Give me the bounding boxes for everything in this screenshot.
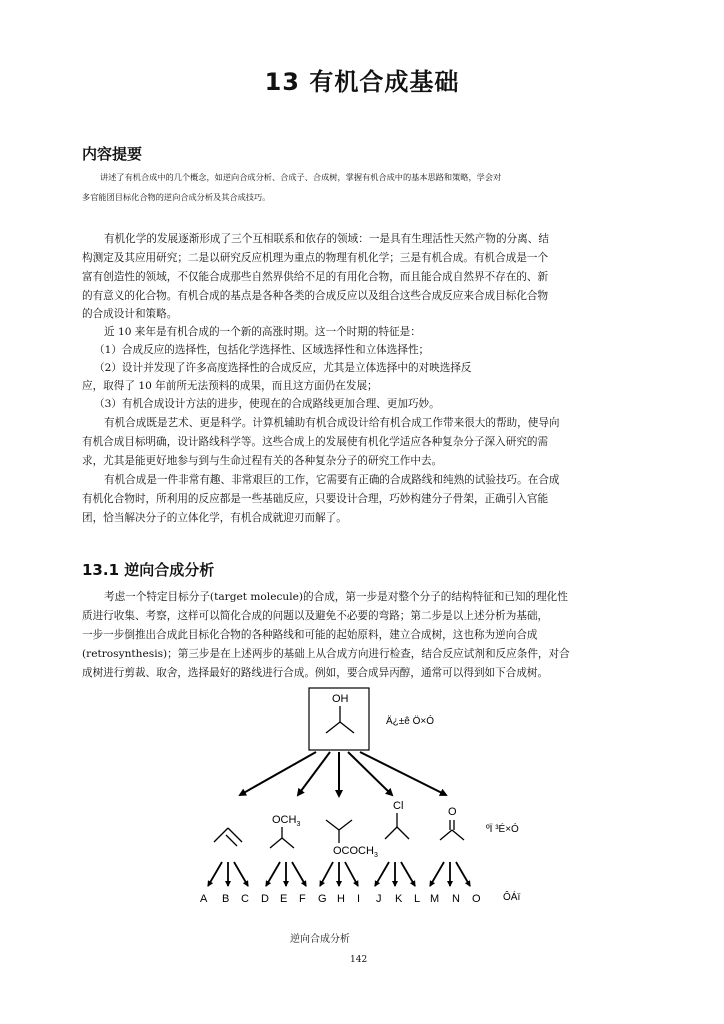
oh-label: OH bbox=[332, 693, 349, 705]
section-line: 成树进行剪裁、取舍，选择最好的路线进行合成。例如，要合成异丙醇，通常可以得到如下合成树。 bbox=[82, 667, 549, 679]
intro-line: 近 10 来年是有机合成的一个新的高涨时期。这一个时期的特征是： bbox=[104, 326, 421, 338]
figure-caption: 逆向合成分析 bbox=[290, 934, 350, 945]
chloropropane-structure bbox=[385, 813, 409, 839]
ether-structure bbox=[270, 827, 294, 848]
intro-line: 有机化学的发展逐渐形成了三个互相联系和依存的领域：一是具有生理活性天然产物的分离、结 bbox=[104, 233, 549, 245]
intro-line: （3）有机合成设计方法的进步，使现在的合成路线更加合理、更加巧妙。 bbox=[94, 398, 440, 410]
section-line: 一步一步倒推出合成此目标化合物的各种路线和可能的起始原料，建立合成树，这也称为逆向合成 bbox=[82, 629, 538, 641]
intro-line: （1）合成反应的选择性，包括化学选择性、区域选择性和立体选择性； bbox=[94, 344, 430, 356]
intro-line: 的合成设计和策略。 bbox=[82, 308, 178, 320]
acetate-structure bbox=[326, 820, 352, 843]
isopropanol-structure bbox=[326, 706, 354, 733]
section-line: 质进行收集、考察，这样可以简化合成的问题以及避免不必要的弯路；第二步是以上述分析为基础， bbox=[82, 610, 549, 622]
section-line: (retrosynthesis)；第三步是在上述两步的基础上从合成方向进行检查，结合反应试剂和反应条件，对合 bbox=[82, 648, 570, 660]
letter-g: G bbox=[318, 893, 327, 905]
intro-line: 有机化合物时，所利用的反应都是一些基础反应，只要设计合理，巧妙构建分子骨架，正确引入官能 bbox=[82, 493, 549, 505]
intro-line: 求，尤其是能更好地参与到与生命过程有关的各种复杂分子的研究工作中去。 bbox=[82, 455, 443, 467]
letter-i: I bbox=[357, 893, 361, 905]
och3-label: $OCH_3$ bbox=[272, 814, 301, 828]
intro-line: 的有意义的化合物。有机合成的基点是各种各类的合成反应以及组合这些合成反应来合成目标化合物 bbox=[82, 290, 549, 302]
letter-n: N bbox=[452, 893, 460, 905]
intro-line: 应，取得了 10 年前所无法预料的成果，而且这方面仍在发展； bbox=[82, 380, 378, 392]
letter-e: E bbox=[280, 893, 288, 905]
main-arrows bbox=[240, 752, 446, 796]
ococh3-label: $OCOCH_3$ bbox=[333, 845, 378, 859]
letter-c: C bbox=[241, 893, 249, 905]
intro-line: 有机合成是一件非常有趣、非常艰巨的工作，它需要有正确的合成路线和纯熟的试验技巧。在合成 bbox=[104, 474, 560, 486]
intermediates-note: ºÏ ³É×Ó bbox=[486, 824, 519, 835]
letter-a: A bbox=[200, 893, 208, 905]
letter-d: D bbox=[261, 893, 269, 905]
intro-line: （2）设计并发现了许多高度选择性的合成反应，尤其是立体选择中的对映选择反 bbox=[94, 362, 472, 374]
letter-m: M bbox=[430, 893, 440, 905]
target-molecule-note: Ä¿±ê Ö×Ó bbox=[386, 716, 435, 727]
letter-b: B bbox=[222, 893, 230, 905]
propene-structure bbox=[214, 828, 242, 846]
intro-line: 有机合成目标明确，设计路线科学等。这些合成上的发展使有机化学适应各种复杂分子深入研究的需 bbox=[82, 436, 549, 448]
letter-l: L bbox=[414, 893, 421, 905]
page-number: 142 bbox=[350, 955, 368, 965]
section-line: 考虑一个特定目标分子(target molecule)的合成，第一步是对整个分子的结构特征和已知的理化性 bbox=[104, 591, 568, 603]
summary-heading: 内容提要 bbox=[82, 145, 143, 163]
summary-line: 讲述了有机合成中的几个概念，如逆向合成分析、合成子、合成树，掌握有机合成中的基本思路和策略，学会对 bbox=[100, 172, 502, 182]
chapter-title: 13 有机合成基础 bbox=[264, 68, 460, 96]
small-arrows bbox=[208, 862, 470, 886]
section-heading: 13.1 逆向合成分析 bbox=[82, 561, 215, 579]
summary-line: 多官能团目标化合物的逆向合成分析及其合成技巧。 bbox=[82, 192, 271, 202]
letter-j: J bbox=[376, 893, 382, 905]
intro-line: 构测定及其应用研究；二是以研究反应机理为重点的物理有机化学；三是有机合成。有机合成是一个 bbox=[82, 252, 549, 264]
intro-line: 有机合成既是艺术、更是科学。计算机辅助有机合成设计给有机合成工作带来很大的帮助，使导向 bbox=[104, 417, 560, 429]
o-label: O bbox=[448, 806, 457, 818]
letter-h: H bbox=[337, 893, 345, 905]
cl-label: Cl bbox=[393, 800, 404, 812]
acetone-structure bbox=[440, 820, 464, 840]
letter-f: F bbox=[299, 893, 306, 905]
letter-o: O bbox=[472, 893, 481, 905]
start-materials-note: ÔÁï bbox=[503, 892, 521, 903]
intro-line: 团，恰当解决分子的立体化学，有机合成就迎刃而解了。 bbox=[82, 512, 347, 524]
letter-k: K bbox=[395, 893, 403, 905]
start-letters bbox=[200, 893, 481, 905]
intro-line: 富有创造性的领域，不仅能合成那些自然界供给不足的有用化合物，而且能合成自然界不存在的、新 bbox=[82, 271, 549, 283]
